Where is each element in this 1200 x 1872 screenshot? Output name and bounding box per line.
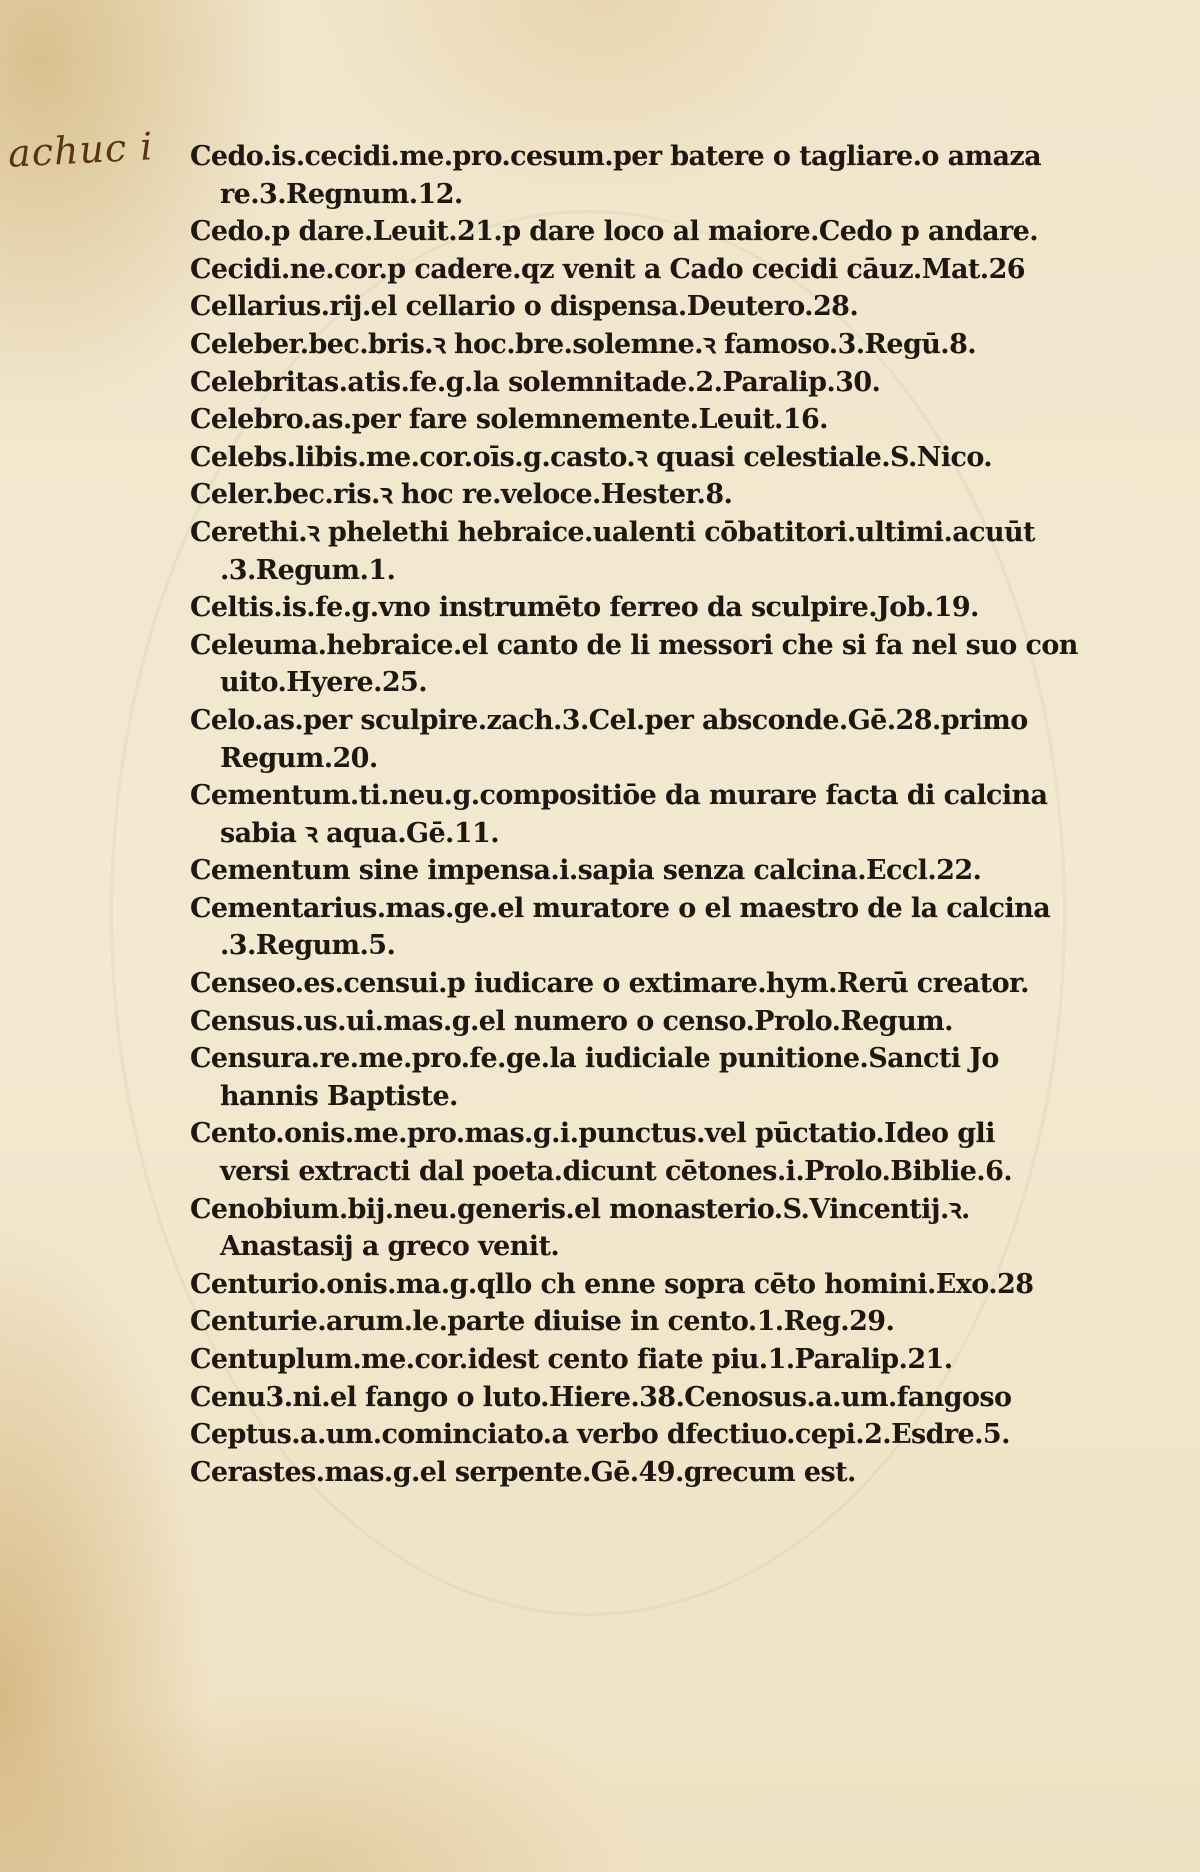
entry-continuation-line: .3.Regum.1. (220, 554, 396, 586)
entry-continuation-line: Anastasij a greco venit. (220, 1231, 560, 1263)
entry-line: Cerastes.mas.g.el serpente.Gē.49.grecum est. (190, 1456, 856, 1488)
entry-line: Census.us.ui.mas.g.el numero o censo.Prolo.Regum. (190, 1005, 953, 1037)
entry-line: Celeber.bec.bris.ꝛ hoc.bre.solemne.ꝛ famoso.3.Regū.8. (190, 328, 977, 360)
entry-line: Censura.re.me.pro.fe.ge.la iudiciale punitione.Sancti Jo (190, 1043, 999, 1075)
entry-continuation-line: versi extracti dal poeta.dicunt cētones.i.Prolo.Biblie.6. (220, 1156, 1013, 1188)
entry-line: Centurio.onis.ma.g.qllo ch enne sopra cēto homini.Exo.28 (190, 1268, 1034, 1300)
entry-line: Cementum.ti.neu.g.compositiōe da murare facta di calcina (190, 780, 1048, 812)
entry-line: Cento.onis.me.pro.mas.g.i.punctus.vel pūctatio.Ideo gli (190, 1118, 995, 1150)
entry-line: Cementum sine impensa.i.sapia senza calcina.Eccl.22. (190, 855, 982, 887)
entry-continuation-line: uito.Hyere.25. (220, 667, 428, 699)
glossary-text-block (190, 138, 1155, 1491)
entry-line: Celebs.libis.me.cor.oīs.g.casto.ꝛ quasi celestiale.S.Nico. (190, 441, 993, 473)
entry-line: Cerethi.ꝛ phelethi hebraice.ualenti cōbatitori.ultimi.acuūt (190, 516, 1035, 548)
entry-continuation-line: re.3.Regnum.12. (220, 178, 463, 210)
margin-annotation: achuc i (6, 124, 155, 176)
entry-continuation-line: Regum.20. (220, 742, 378, 774)
entry-line: Cellarius.rij.el cellario o dispensa.Deutero.28. (190, 291, 859, 323)
entry-line: Cedo.is.cecidi.me.pro.cesum.per batere o tagliare.o amaza (190, 141, 1041, 172)
entry-line: Celebritas.atis.fe.g.la solemnitade.2.Paralip.30. (190, 366, 881, 398)
entry-line: Celebro.as.per fare solemnemente.Leuit.16. (190, 404, 828, 436)
entry-line: Centuplum.me.cor.idest cento fiate piu.1.Paralip.21. (190, 1344, 953, 1375)
entry-continuation-line: hannis Baptiste. (220, 1080, 458, 1112)
entry-line: Cedo.p dare.Leuit.21.p dare loco al maiore.Cedo p andare. (190, 216, 1039, 248)
entry-line: Centurie.arum.le.parte diuise in cento.1.Reg.29. (190, 1306, 895, 1338)
entry-line: Ceptus.a.um.cominciato.a verbo dfectiuo.cepi.2.Esdre.5. (190, 1419, 1010, 1451)
entry-line: Celtis.is.fe.g.vno instrumēto ferreo da sculpire.Job.19. (190, 592, 979, 624)
entry-line: Cementarius.mas.ge.el muratore o el maestro de la calcina (190, 892, 1051, 924)
entry-line: Cenobium.bij.neu.generis.el monasterio.S.Vincentij.ꝛ. (190, 1193, 970, 1225)
entry-continuation-line: sabia ꝛ aqua.Gē.11. (220, 817, 500, 849)
entry-line: Celeuma.hebraice.el canto de li messori che si fa nel suo con (190, 629, 1078, 661)
entry-line: Celer.bec.ris.ꝛ hoc re.veloce.Hester.8. (190, 479, 733, 511)
entry-line: Cenu3.ni.el fango o luto.Hiere.38.Cenosus.a.um.fangoso (190, 1381, 1012, 1413)
entry-continuation-line: .3.Regum.5. (220, 930, 396, 962)
entry-line: Cecidi.ne.cor.p cadere.qz venit a Cado cecidi cāuz.Mat.26 (190, 253, 1025, 285)
entry-line: Celo.as.per sculpire.zach.3.Cel.per absconde.Gē.28.primo (190, 704, 1028, 736)
entry-line: Censeo.es.censui.p iudicare o extimare.hym.Rerū creator. (190, 968, 1029, 1000)
